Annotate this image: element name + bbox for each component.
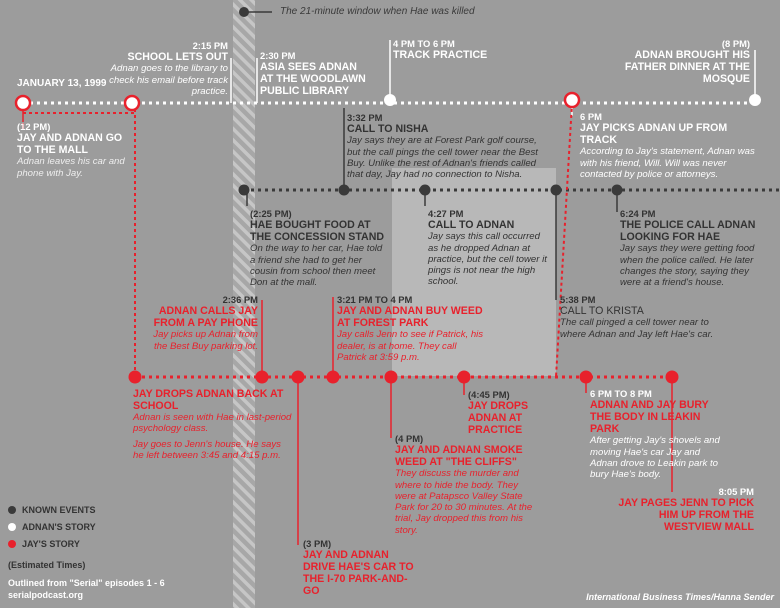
event-time: (12 PM) [17, 121, 51, 132]
adnan-event-track [393, 38, 503, 61]
jay-event-practice [468, 389, 568, 436]
event-time: 2:15 PM [192, 40, 228, 51]
known-event-krista [560, 294, 735, 340]
jay-event-bury [590, 388, 725, 480]
legend-estimated: (Estimated Times) [8, 560, 86, 570]
adnan-event-library [260, 50, 370, 97]
event-time: (4:45 PM) [468, 389, 510, 400]
credit: International Business Times/Hanna Sender [586, 592, 774, 602]
event-text: Jay picks up Adnan from the Best Buy parking lot. [153, 329, 258, 352]
known-event-nisha [347, 112, 542, 180]
known-marker [612, 185, 623, 196]
event-time: 8:05 PM [718, 486, 754, 497]
event-title: JAY AND ADNAN GO TO THE MALL [17, 132, 123, 157]
event-text: Adnan goes to the library to check his email before track practice. [109, 63, 228, 97]
legend-known: KNOWN EVENTS [8, 505, 96, 515]
known-marker [551, 185, 562, 196]
window-note: The 21-minute window when Hae was killed [280, 6, 475, 17]
event-title: JAY PICKS ADNAN UP FROM TRACK [580, 122, 728, 147]
legend-adnan: ADNAN'S STORY [8, 522, 96, 532]
adnan-marker [16, 96, 30, 110]
event-text: Jay says this call occurred as he dropped Adnan at practice, but the cell tower it pings is not near the high school. [428, 231, 547, 288]
event-text: On the way to her car, Hae told a friend she had to get her cousin from school then meet Don at the mall. [250, 243, 383, 289]
known-event-concession [250, 208, 390, 288]
event-text: Adnan is seen with Hae in last-period psychology class. [133, 412, 292, 435]
event-title: SCHOOL LETS OUT [127, 51, 228, 64]
jay-event-page-jenn [606, 486, 754, 533]
jay-event-park-and-go [303, 538, 423, 597]
jay-marker [256, 371, 269, 384]
event-title: ASIA SEES ADNAN AT THE WOODLAWN PUBLIC LIBRARY [260, 61, 366, 98]
jay-event-weed [337, 294, 487, 363]
jay-marker [327, 371, 340, 384]
adnan-event-mosque [622, 38, 750, 85]
known-event-call-adnan [428, 208, 548, 288]
event-title: JAY AND ADNAN DRIVE HAE'S CAR TO THE I-70 PARK-AND-GO [303, 549, 414, 598]
event-title: THE POLICE CALL ADNAN LOOKING FOR HAE [620, 219, 756, 244]
event-time: (2:25 PM) [250, 208, 292, 219]
event-title: CALL TO KRISTA [560, 305, 644, 318]
event-time: (4 PM) [395, 433, 424, 444]
jay-event-school [133, 388, 293, 461]
event-time: 6 PM [580, 111, 602, 122]
source-note: Outlined from "Serial" episodes 1 - 6 [8, 578, 165, 588]
event-time: 6:24 PM [620, 208, 656, 219]
event-title: JAY DROPS ADNAN AT PRACTICE [468, 400, 529, 437]
known-marker [420, 185, 431, 196]
event-title: JAY AND ADNAN BUY WEED AT FOREST PARK [337, 305, 483, 330]
jay-marker [666, 371, 679, 384]
event-time: 6 PM TO 8 PM [590, 388, 652, 399]
event-text: According to Jay's statement, Adnan was with his friend, Will. Will was never contacted by police or attorneys. [580, 146, 755, 180]
event-text: Jay calls Jenn to see if Patrick, his dealer, is at home. They call Patrick at 3:59 p.m. [337, 329, 484, 363]
event-time: 3:21 PM TO 4 PM [337, 294, 413, 305]
legend-adnan-dot [8, 523, 16, 531]
adnan-event-mall [17, 121, 137, 179]
adnan-marker [565, 93, 579, 107]
event-title: CALL TO ADNAN [428, 219, 515, 232]
adnan-marker [749, 94, 761, 106]
known-marker [239, 185, 250, 196]
event-time: 3:32 PM [347, 112, 383, 123]
date-label: JANUARY 13, 1999 [17, 78, 107, 89]
event-time: 4 PM TO 6 PM [393, 38, 455, 49]
jay-marker [292, 371, 305, 384]
event-text: The call pinged a cell tower near to where Adnan and Jay left Hae's car. [560, 317, 714, 340]
window-note-dot [239, 7, 249, 17]
source-url: serialpodcast.org [8, 590, 84, 600]
event-text-2: Jay goes to Jenn's house. He says he left between 3:45 and 4:15 p.m. [133, 438, 281, 461]
known-marker [339, 185, 350, 196]
event-time: (3 PM) [303, 538, 332, 549]
event-title: ADNAN AND JAY BURY THE BODY IN LEAKIN PARK [590, 399, 709, 436]
jay-marker [385, 371, 398, 384]
event-title: TRACK PRACTICE [393, 49, 488, 62]
jay-marker [129, 371, 142, 384]
adnan-event-pickup [580, 111, 755, 180]
adnan-event-school [108, 40, 228, 97]
event-title: JAY PAGES JENN TO PICK HIM UP FROM THE WESTVIEW MALL [618, 497, 754, 534]
adnan-marker [384, 94, 396, 106]
jay-event-payphone [138, 294, 258, 352]
event-title: JAY DROPS ADNAN BACK AT SCHOOL [133, 388, 284, 412]
event-time: 5:38 PM [560, 294, 596, 305]
event-title: JAY AND ADNAN SMOKE WEED AT "THE CLIFFS" [395, 444, 523, 469]
legend-jay-dot [8, 540, 16, 548]
event-title: HAE BOUGHT FOOD AT THE CONCESSION STAND [250, 219, 384, 244]
event-title: ADNAN BROUGHT HIS FATHER DINNER AT THE MOSQUE [624, 49, 750, 86]
known-event-police [620, 208, 760, 288]
event-text: Adnan leaves his car and phone with Jay. [17, 156, 125, 179]
event-title: CALL TO NISHA [347, 123, 429, 136]
event-text: Jay says they are at Forest Park golf course, but the call pings the cell tower near the Best Buy. Unlike the rest of Adnan's friends called that day, Jay had no connection to Nisha. [347, 135, 538, 181]
event-time: 4:27 PM [428, 208, 464, 219]
event-title: ADNAN CALLS JAY FROM A PAY PHONE [153, 305, 258, 330]
jay-marker [458, 371, 471, 384]
event-time: 2:30 PM [260, 50, 296, 61]
event-text: They discuss the murder and where to hide the body. They were at Patapsco Valley State Park for 20 to 30 minutes. At the trial, Jay dropped this from his story. [395, 468, 533, 536]
jay-event-cliffs [395, 433, 535, 536]
event-time: 2:36 PM [222, 294, 258, 305]
event-text: Jay says they were getting food when the police called. He later changes the story, saying they were at a friend's house. [620, 243, 755, 289]
legend-jay: JAY'S STORY [8, 539, 80, 549]
event-time: (8 PM) [721, 38, 750, 49]
legend-known-dot [8, 506, 16, 514]
jay-marker [580, 371, 593, 384]
event-text: After getting Jay's shovels and moving Hae's car Jay and Adnan drove to Leakin park to bury Hae's body. [590, 435, 720, 481]
adnan-marker [125, 96, 139, 110]
